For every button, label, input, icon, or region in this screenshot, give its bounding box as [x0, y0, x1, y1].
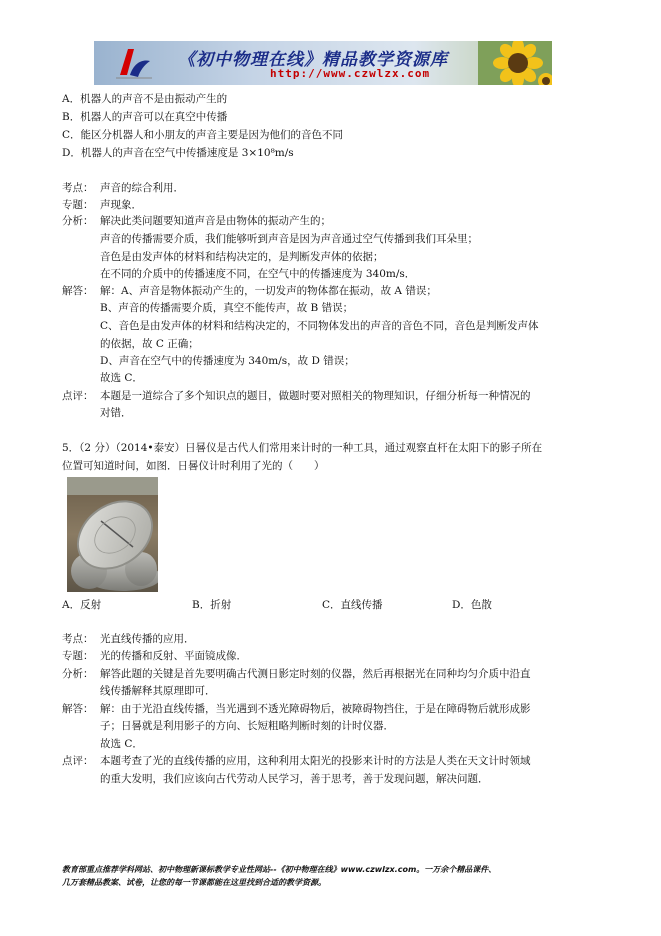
q5-dianping-label: 点评：: [62, 755, 94, 767]
q4-jieda-line: B、声音的传播需要介质，真空不能传声，故 B 错误；: [100, 302, 354, 314]
q5-option-a: A．反射: [62, 599, 102, 611]
q4-fenxi-label: 分析：: [62, 215, 94, 227]
q4-jieda-label: 解答：: [62, 285, 94, 297]
q4-dianping-label: 点评：: [62, 390, 94, 402]
sundial-photo: [67, 477, 158, 592]
q5-option-b: B．折射: [192, 599, 232, 611]
q4-dianping-line: 对错．: [100, 407, 132, 419]
q5-zhuanti: 光的传播和反射、平面镜成像．: [100, 650, 247, 662]
q5-stem-line: 位置可知道时间，如图．日晷仪计时利用了光的（ ）: [62, 460, 325, 472]
q4-jieda-line: 的依据，故 C 正确；: [100, 338, 199, 350]
q4-fenxi-line: 在不同的介质中的传播速度不同，在空气中的传播速度为 340m/s．: [100, 268, 416, 280]
banner-url: http://www.czwlzx.com: [270, 67, 431, 80]
q5-jieda-line: 解：由于光沿直线传播，当光遇到不透光障碍物后，被障碍物挡住，于是在障碍物后就形成影: [100, 703, 531, 715]
q4-dianping-line: 本题是一道综合了多个知识点的题目，做题时要对照相关的物理知识，仔细分析每一种情况的: [100, 390, 531, 402]
header-banner: [94, 41, 552, 85]
q4-jieda-line: 解：A、声音是物体振动产生的，一切发声的物体都在振动，故 A 错误；: [100, 285, 437, 297]
q5-jieda-line: 子；日晷就是利用影子的方向、长短粗略判断时刻的计时仪器．: [100, 720, 394, 732]
q5-option-d: D．色散: [452, 599, 492, 611]
q5-jieda-label: 解答：: [62, 703, 94, 715]
q4-zhuanti: 声现象．: [100, 199, 142, 211]
q4-fenxi-line: 声音的传播需要介质，我们能够听到声音是因为声音通过空气传播到我们耳朵里；: [100, 233, 478, 245]
sunflower-icon: [478, 41, 552, 85]
q5-option-c: C．直线传播: [322, 599, 383, 611]
q5-fenxi-line: 线传播解释其原理即可．: [100, 685, 216, 697]
banner-title: 《初中物理在线》精品教学资源库: [178, 50, 448, 70]
q4-zhuanti-label: 专题：: [62, 199, 94, 211]
q5-fenxi-label: 分析：: [62, 668, 94, 680]
q4-fenxi-line: 解决此类问题要知道声音是由物体的振动产生的；: [100, 215, 331, 227]
q5-dianping-line: 本题考查了光的直线传播的应用，这种利用太阳光的投影来计时的方法是人类在天文计时领域: [100, 755, 531, 767]
q5-kaodian: 光直线传播的应用．: [100, 633, 195, 645]
q4-kaodian-label: 考点：: [62, 182, 94, 194]
q5-fenxi-line: 解答此题的关键是首先要明确古代测日影定时刻的仪器，然后再根据光在同种均匀介质中沿直: [100, 668, 531, 680]
q5-dianping-line: 的重大发明，我们应该向古代劳动人民学习，善于思考，善于发现问题，解决问题．: [100, 773, 489, 785]
q4-fenxi-line: 音色是由发声体的材料和结构决定的，是判断发声体的依据；: [100, 251, 384, 263]
q5-jieda-line: 故选 C．: [100, 738, 143, 750]
q4-option-b: B．机器人的声音可以在真空中传播: [62, 111, 228, 123]
q5-stem-line: 5．（2 分）（2014•泰安）日晷仪是古代人们常用来计时的一种工具，通过观察直杆在太阳下的影子所在: [62, 442, 543, 454]
q4-option-c: C．能区分机器人和小朋友的声音主要是因为他们的音色不同: [62, 129, 344, 141]
footer-line: 几万套精品教案、试卷，让您的每一节课都能在这里找到合适的教学资源。: [62, 878, 326, 887]
q4-option-d: D．机器人的声音在空气中传播速度是 3×10⁸m/s: [62, 147, 294, 159]
site-logo-icon: [114, 45, 154, 81]
q4-jieda-line: D、声音在空气中的传播速度为 340m/s，故 D 错误；: [100, 355, 355, 367]
footer-line: 教育部重点推荐学科网站、初中物理新课标教学专业性网站--《初中物理在线》www.czwlzx.com。一万余个精品课件、: [62, 865, 497, 874]
q4-kaodian: 声音的综合利用．: [100, 182, 184, 194]
q5-zhuanti-label: 专题：: [62, 650, 94, 662]
q4-jieda-line: C、音色是由发声体的材料和结构决定的，不同物体发出的声音的音色不同，音色是判断发声体: [100, 320, 539, 332]
q4-jieda-line: 故选 C．: [100, 372, 143, 384]
q4-option-a: A．机器人的声音不是由振动产生的: [62, 93, 228, 105]
q5-kaodian-label: 考点：: [62, 633, 94, 645]
